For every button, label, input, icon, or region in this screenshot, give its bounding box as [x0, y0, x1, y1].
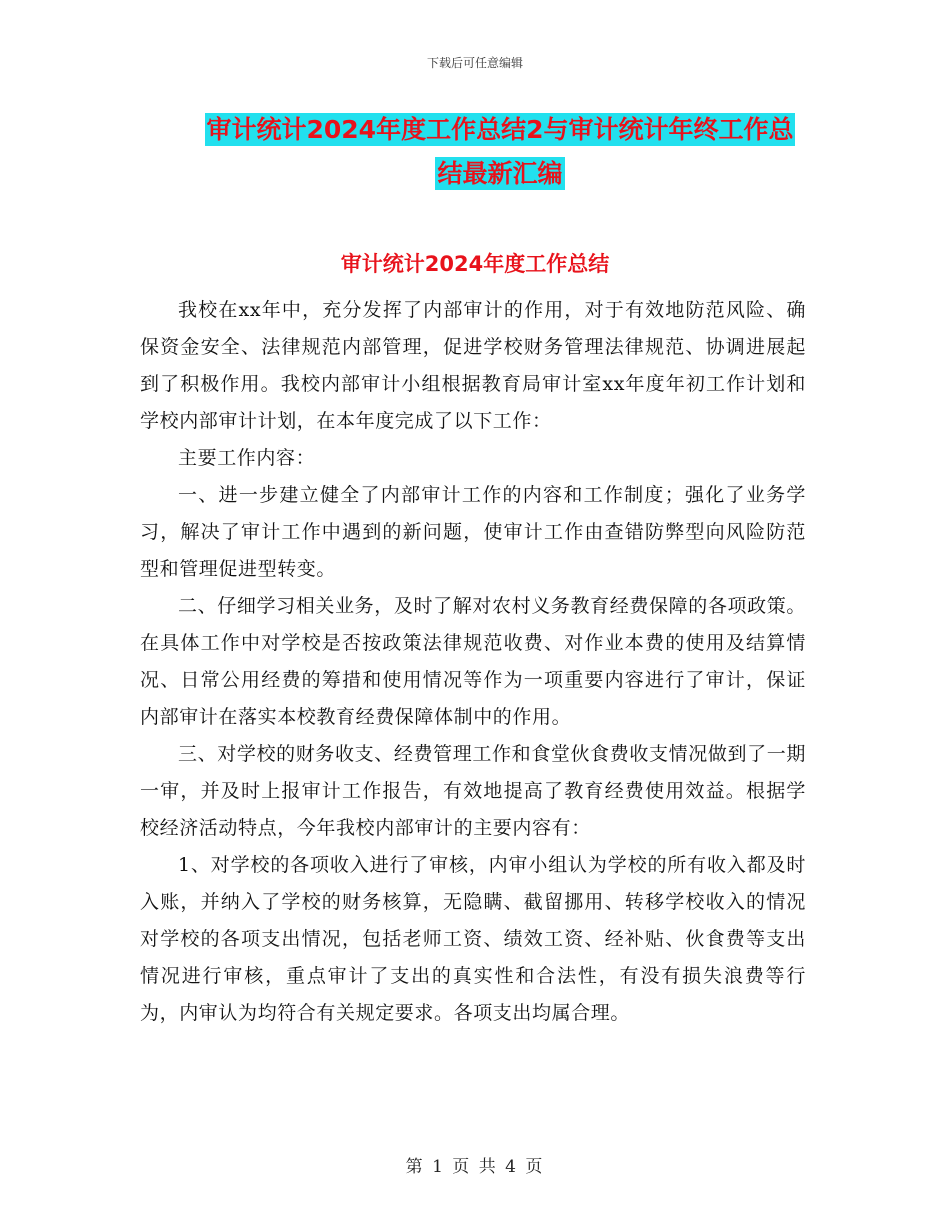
paragraph: 三、对学校的财务收支、经费管理工作和食堂伙食费收支情况做到了一期一审，并及时上报审计工作报告，有效地提高了教育经费使用效益。根据学校经济活动特点，今年我校内部审计的主要内容有：: [140, 743, 806, 839]
paragraph: 主要工作内容：: [178, 447, 316, 469]
header-note: 下载后可任意编辑: [426, 56, 523, 70]
paragraph: 二、仔细学习相关业务，及时了解对农村义务教育经费保障的各项政策。在具体工作中对学校是否按政策法律规范收费、对作业本费的使用及结算情况、日常公用经费的筹措和使用情况等作为一项重要内容进行了审计，保证内部审计在落实本校教育经费保障体制中的作用。: [140, 595, 806, 728]
document-title-line-1: 审计统计2024年度工作总结2与审计统计年终工作总: [206, 115, 794, 144]
document-title: [140, 108, 860, 196]
document-body: [140, 292, 806, 1032]
document-title-line-2: 结最新汇编: [437, 159, 563, 188]
paragraph: 我校在xx年中，充分发挥了内部审计的作用，对于有效地防范风险、确保资金安全、法律规范内部管理，促进学校财务管理法律规范、协调进展起到了积极作用。我校内部审计小组根据教育局审计室xx年度年初工作计划和学校内部审计计划，在本年度完成了以下工作：: [140, 299, 806, 432]
paragraph: 1、对学校的各项收入进行了审核，内审小组认为学校的所有收入都及时入账，并纳入了学校的财务核算，无隐瞒、截留挪用、转移学校收入的情况对学校的各项支出情况，包括老师工资、绩效工资、经补贴、伙食费等支出情况进行审核，重点审计了支出的真实性和合法性，有没有损失浪费等行为，内审认为均符合有关规定要求。各项支出均属合理。: [140, 854, 806, 1024]
page-footer: 第 1 页 共 4 页: [405, 1157, 545, 1177]
paragraph: 一、进一步建立健全了内部审计工作的内容和工作制度；强化了业务学习，解决了审计工作中遇到的新问题，使审计工作由查错防弊型向风险防范型和管理促进型转变。: [140, 484, 806, 580]
section-title: 审计统计2024年度工作总结: [340, 252, 610, 276]
